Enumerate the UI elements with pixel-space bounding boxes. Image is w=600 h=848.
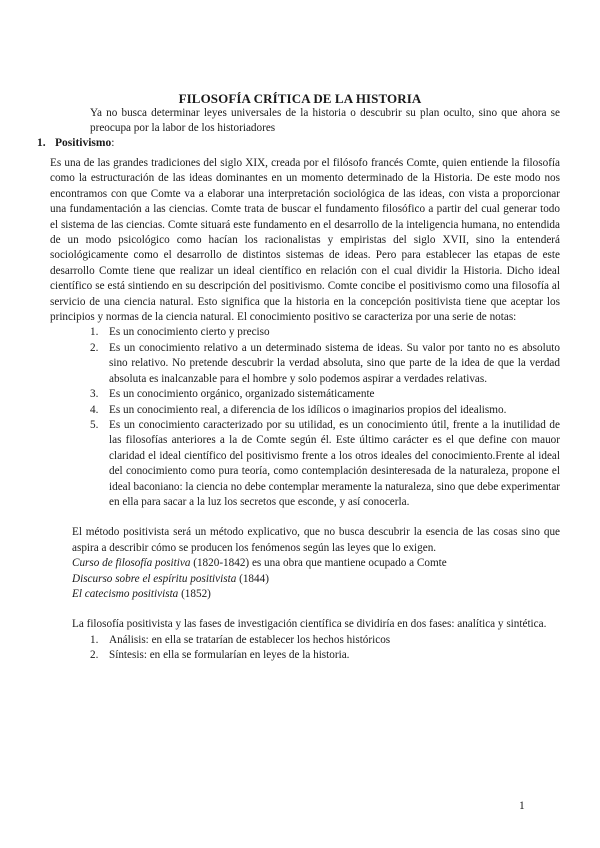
work-item	[72, 587, 560, 602]
list-text: Análisis: en ella se tratarían de establecer los hechos históricos	[109, 633, 391, 646]
list-text: Es un conocimiento real, a diferencia de los idílicos o imaginarios propios del idealismo.	[109, 403, 507, 416]
paragraph-comte: Es una de las grandes tradiciones del siglo XIX, creada por el filósofo francés Comte, quien entiende la filosofía como la estructuración de las ideas dominantes en un momento determinado de la Historia. De este modo nos encontramos con que Comte va a elaborar una interpretación sociológica de las ideas, con vista a proporcionar una fundamentación a las ciencias. Comte trata de buscar el fundamento filosófico a partir del cual generar todo el sistema de las ciencias. Comte situará este fundamento en el desarrollo de la inteligencia humana, no entendida de un modo psicológico como hacían los racionalistas y empiristas del siglo XVII, sino la entenderá sociológicamente como el desarrollo de distintos sistemas de ideas. Pero para establecer las etapas de este desarrollo Comte tiene que realizar un ideal científico en relación con el cual dividir la Historia. Dicho ideal científico se está sintiendo en su descripción del positivismo. Comte concibe el positivismo como una filosofía al servicio de una ciencia natural. Esto significa que la historia en la concepción positivista tiene que aceptar los principios y normas de la ciencia natural. El conocimiento positivo se caracteriza por una serie de notas:	[50, 157, 560, 324]
work-detail: (1820-1842) es una obra que mantiene ocupado a Comte	[190, 557, 447, 570]
list-number: 2.	[90, 341, 99, 354]
paragraph-method: El método positivista será un método explicativo, que no busca descubrir la esencia de las cosas sino que aspira a describir cómo se producen los fenómenos según las leyes que lo exigen.	[72, 526, 560, 554]
list-item	[50, 325, 560, 340]
list-number: 5.	[90, 418, 99, 431]
document-title: FILOSOFÍA CRÍTICA DE LA HISTORIA	[178, 91, 422, 106]
list-number: 3.	[90, 388, 99, 401]
list-item	[50, 648, 560, 663]
work-item	[72, 572, 560, 587]
works-list	[50, 556, 560, 602]
list-number: 1.	[90, 326, 99, 339]
page-number: 1	[519, 800, 525, 812]
paragraph-phases: La filosofía positivista y las fases de investigación científica se dividiría en dos fases: analítica y sintética.	[72, 618, 547, 631]
list-number: 4.	[90, 403, 99, 416]
notes-list	[50, 325, 560, 510]
section-heading	[37, 137, 114, 149]
section-title: Positivismo	[55, 137, 112, 149]
list-item	[50, 418, 560, 510]
work-title: Discurso sobre el espíritu positivista	[72, 572, 237, 585]
list-text: Es un conocimiento caracterizado por su utilidad, es un conocimiento útil, frente a la inutilidad de las filosofías anteriores a la de Comte según él. Este último carácter es el que define con mauor claridad el ideal científico del positivismo frente a los otros ideales del conocimiento.Frente al ideal del conocimiento como pura teoría, como contemplación desinteresada de la naturaleza, propone el ideal baconiano: la ciencia no debe contemplar meramente la naturaleza, sino que debe experimentar en ella para sacar a la luz los secretos que esconde, y así conocerla.	[109, 418, 561, 508]
work-detail: (1852)	[178, 587, 211, 600]
phases-list	[50, 633, 560, 664]
list-item	[50, 403, 560, 418]
list-number: 2.	[90, 649, 99, 662]
list-text: Es un conocimiento orgánico, organizado sistemáticamente	[109, 388, 375, 401]
section-number: 1.	[37, 137, 46, 149]
section-colon: :	[111, 137, 115, 149]
list-text: Es un conocimiento cierto y preciso	[109, 326, 270, 339]
work-title: El catecismo positivista	[72, 587, 179, 600]
work-title: Curso de filosofía positiva	[72, 557, 191, 570]
section-body	[50, 156, 560, 664]
list-number: 1.	[90, 633, 99, 646]
list-item	[50, 341, 560, 387]
work-item	[72, 556, 560, 571]
work-detail: (1844)	[236, 572, 269, 585]
list-item	[50, 387, 560, 402]
intro-paragraph: Ya no busca determinar leyes universales de la historia o descubrir su plan oculto, sino que ahora se preocupa por la labor de los historiadores	[90, 107, 560, 134]
list-item	[50, 633, 560, 648]
list-text: Es un conocimiento relativo a un determinado sistema de ideas. Su valor por tanto no es absoluto sino relativo. No pretende descubrir la verdad absoluta, sino que parte de la idea de que la verdad absoluta es inalcanzable para el hombre y solo podemos aspirar a verdades relativas.	[109, 341, 560, 385]
list-text: Síntesis: en ella se formularían en leyes de la historia.	[109, 649, 350, 662]
